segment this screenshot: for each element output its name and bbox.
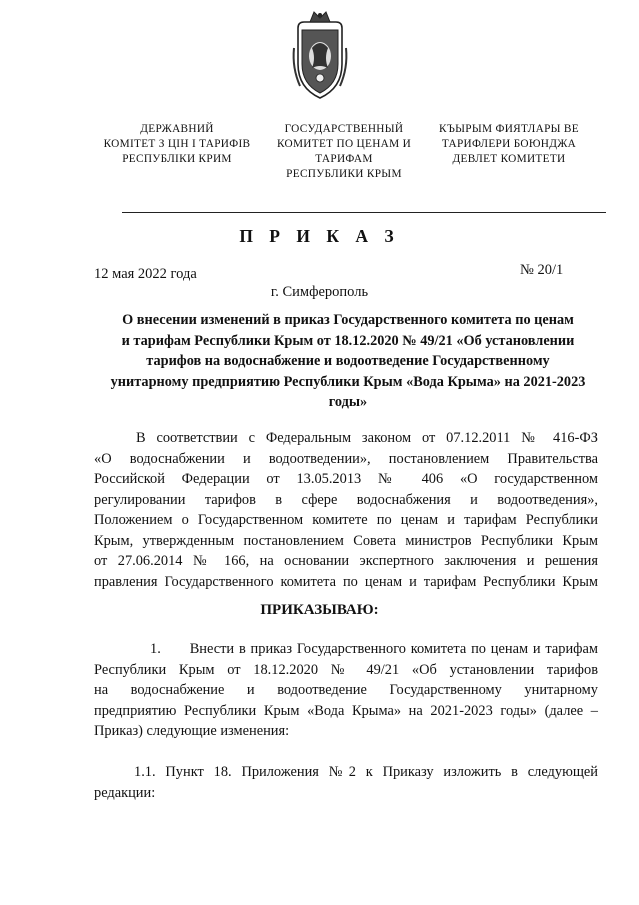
header-committee-crimean-tatar <box>428 122 590 167</box>
item-1-line: Приказ) следующие изменения: <box>94 723 290 739</box>
header-committee-russian <box>262 122 426 182</box>
preamble-line: Российской Федерации от 13.05.2013 № 406 «О государственном <box>94 471 598 487</box>
preamble-line: В соответствии с Федеральным законом от 07.12.2011 № 416-ФЗ <box>136 430 598 446</box>
preamble-line: от 27.06.2014 № 166, на основании экспертного заключения и решения <box>94 553 598 569</box>
item-1-paragraph <box>94 639 598 742</box>
document-number: № 20/1 <box>520 262 564 278</box>
document-title: П Р И К А З <box>239 226 400 246</box>
header-divider <box>122 212 606 213</box>
subject-line: и тарифам Республики Крым от 18.12.2020 № 49/21 «Об установлении <box>121 332 575 349</box>
preamble-line: «О водоснабжении и водоотведении», постановлением Правительства <box>94 450 598 467</box>
header-ct-line: ДЕВЛЕТ КОМИТЕТИ <box>452 153 566 165</box>
header-ru-line: ГОСУДАРСТВЕННЫЙ <box>284 123 404 135</box>
subject-line: годы» <box>328 394 368 410</box>
preamble-paragraph <box>94 428 598 592</box>
preamble-line: регулировании тарифов в сфере водоснабжения и водоотведения», <box>94 491 598 508</box>
document-city: г. Симферополь <box>270 284 369 300</box>
coat-of-arms-emblem <box>290 8 350 102</box>
order-heading: ПРИКАЗЫВАЮ: <box>260 602 379 618</box>
header-ct-line: КЪЫРЫМ ФИЯТЛАРЫ ВЕ <box>439 123 579 135</box>
header-ct-line: ТАРИФЛЕРИ БОЮНДЖА <box>441 138 577 150</box>
item-1-1-line: 1.1. Пункт 18. Приложения №2 к Приказу изложить в следующей <box>134 764 598 780</box>
item-1-1-line: редакции: <box>94 784 156 801</box>
header-ru-line: ТАРИФАМ <box>315 153 373 165</box>
item-1-line: на водоснабжение и водоотведение Государственному унитарному <box>94 682 598 698</box>
header-committee-ukrainian <box>92 122 262 167</box>
subject-line: тарифов на водоснабжение и водоотведение Государственному <box>146 353 550 369</box>
header-ua-line: ДЕРЖАВНИЙ <box>140 123 214 135</box>
preamble-line: правления Государственного комитета по ценам и тарифам Республики Крым <box>94 573 598 590</box>
document-subject <box>98 310 598 413</box>
item-1-1-paragraph <box>94 762 598 803</box>
header-ru-line: РЕСПУБЛИКИ КРЫМ <box>286 168 402 180</box>
subject-line: унитарному предприятию Республики Крым «Вода Крыма» на 2021-2023 <box>110 373 586 390</box>
item-1-line: предприятию Республики Крым «Вода Крыма» на 2021-2023 годы» (далее – <box>94 702 598 719</box>
preamble-line: Положением о Государственном комитете по ценам и тарифам Республики <box>94 512 598 528</box>
item-1-line: Республики Крым от 18.12.2020 № 49/21 «Об установлении тарифов <box>94 661 598 678</box>
preamble-line: Крым, утвержденным постановлением Совета министров Республики Крым <box>94 532 598 549</box>
header-ua-line: РЕСПУБЛІКИ КРИМ <box>122 153 232 165</box>
document-date: 12 мая 2022 года <box>94 266 197 282</box>
item-1-line: 1. Внести в приказ Государственного комитета по ценам и тарифам <box>150 641 598 657</box>
subject-line: О внесении изменений в приказ Государственного комитета по ценам <box>122 312 574 328</box>
header-ua-line: КОМІТЕТ З ЦІН І ТАРИФІВ <box>103 138 251 150</box>
header-ru-line: КОМИТЕТ ПО ЦЕНАМ И <box>276 138 412 150</box>
